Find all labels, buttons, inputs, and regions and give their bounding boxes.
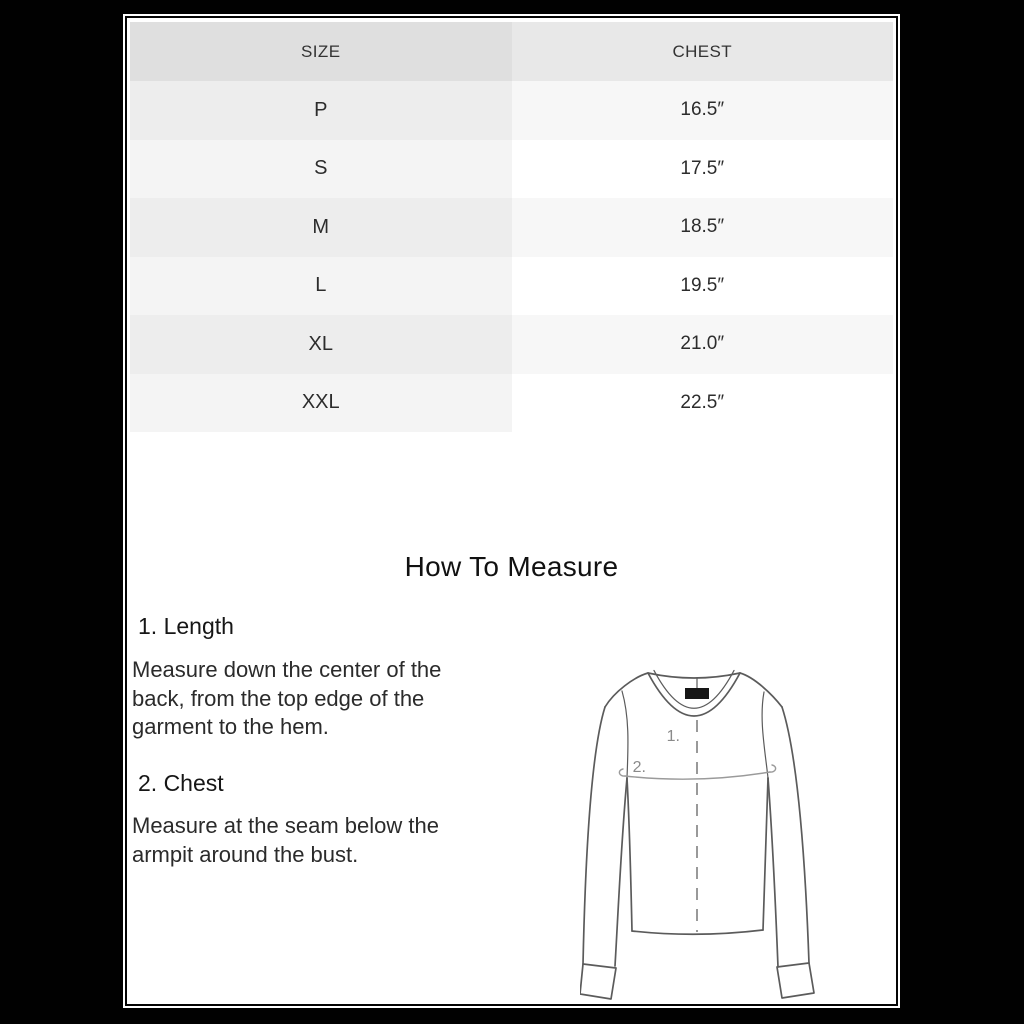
step-chest-label: 2. Chest <box>138 770 224 796</box>
size-cell: XXL <box>130 374 512 433</box>
chest-column-header: CHEST <box>512 22 894 81</box>
size-guide-card <box>125 16 898 1006</box>
chest-cell: 22.5″ <box>512 374 894 433</box>
collar-tag <box>685 688 709 699</box>
size-cell: P <box>130 81 512 140</box>
chest-cell: 17.5″ <box>512 140 894 199</box>
chest-cell: 16.5″ <box>512 81 894 140</box>
size-cell: L <box>130 257 512 316</box>
size-cell: XL <box>130 315 512 374</box>
size-cell: M <box>130 198 512 257</box>
step-chest-description: Measure at the seam below the armpit around the bust. <box>132 813 439 867</box>
chest-marker-label: 2. <box>632 759 646 776</box>
chest-cell: 19.5″ <box>512 257 894 316</box>
table-row <box>130 374 893 433</box>
size-chart-table <box>130 22 893 432</box>
garment-diagram <box>580 664 898 1004</box>
table-row <box>130 257 893 316</box>
table-row <box>130 315 893 374</box>
chest-cell: 18.5″ <box>512 198 894 257</box>
length-marker-label: 1. <box>666 728 680 745</box>
table-row <box>130 140 893 199</box>
table-row <box>130 198 893 257</box>
table-header-row <box>130 22 893 81</box>
how-to-measure-title: How To Measure <box>404 551 619 582</box>
size-cell: S <box>130 140 512 199</box>
size-column-header: SIZE <box>130 22 512 81</box>
table-row <box>130 81 893 140</box>
step-length-label: 1. Length <box>138 613 234 639</box>
step-length-description: Measure down the center of the back, from the top edge of the garment to the hem. <box>132 657 442 739</box>
chest-cell: 21.0″ <box>512 315 894 374</box>
